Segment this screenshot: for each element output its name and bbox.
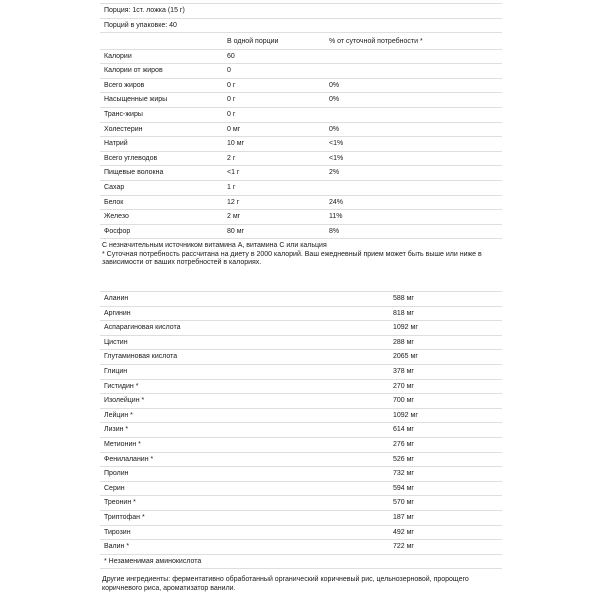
amino-row [100,307,502,322]
nutrient-amount: 0 мг [227,125,241,133]
daily-value-note: * Суточная потребность рассчитана на диету в 2000 калорий. Ваш ежедневный прием может быть выше или ниже в зависимости от ваших потребностей в калориях. [102,250,482,266]
servings-per-container-row [100,19,502,34]
amino-row [100,365,502,380]
amino-amount: 588 мг [393,295,414,302]
amino-acid-table [100,291,502,569]
nutrient-name: Фосфор [104,227,131,235]
nutrient-name: Калории от жиров [104,67,163,75]
nutrient-daily-value: 0% [329,125,340,133]
amino-name: Серин [104,484,125,492]
nutrient-daily-value: 2% [329,169,340,177]
amino-amount: 187 мг [393,513,414,521]
amino-row [100,292,502,307]
nutrition-row [100,166,502,181]
amino-name: Гистидин * [104,382,139,390]
amino-name: Фенилаланин * [104,455,154,463]
nutrient-daily-value: 0% [329,81,340,89]
other-ingredients: Другие ингредиенты: ферментативно обработанный органический коричневый рис, цельнозерновой, пророщего коричневого риса, ароматизатор ванили. [102,576,469,592]
amino-name: Цистин [104,338,128,346]
amino-name: Треонин * [104,499,136,507]
amino-name: Изолейцин * [104,397,145,405]
servings-per-container: Порций в упаковке: 40 [104,21,177,29]
amino-row [100,467,502,482]
nutrition-row [100,123,502,138]
amino-amount: 1092 мг [393,324,418,332]
amino-name: Лейцин * [104,411,133,419]
nutrition-row [100,181,502,196]
amino-amount: 818 мг [393,309,414,317]
amino-name: Глицин [104,367,128,375]
amino-amount: 2065 мг [393,353,418,361]
amino-row [100,380,502,395]
serving-size-row [100,4,502,19]
nutrient-amount: <1 г [227,169,240,177]
amino-amount: 700 мг [393,397,414,405]
nutrient-daily-value: 24% [329,198,344,206]
nutrient-name: Натрий [104,140,128,148]
amino-amount: 378 мг [393,367,414,375]
nutrition-row [100,108,502,123]
col-header-per-serving: В одной порции [227,38,279,45]
nutrient-name: Транс-жиры [104,110,143,118]
nutrition-row [100,137,502,152]
nutrient-amount: 2 мг [227,213,241,221]
vitamin-note: С незначительным источником витамина А, витамина С или кальция [102,242,327,249]
nutrient-daily-value: 0% [329,96,340,104]
nutrition-row [100,196,502,211]
amino-name: Метионин * [104,440,141,448]
nutrient-name: Железо [104,213,129,221]
nutrition-table [100,35,502,239]
amino-name: Глутаминовая кислота [104,353,178,361]
col-header-daily-value: % от суточной потребности * [329,38,423,45]
nutrient-name: Холестерин [104,125,143,133]
amino-row [100,482,502,497]
amino-amount: 276 мг [393,440,414,448]
amino-name: Аланин [104,295,129,302]
nutrient-name: Всего углеводов [104,154,158,162]
nutrient-name: Всего жиров [104,81,145,89]
amino-row [100,540,502,555]
amino-amount: 288 мг [393,338,414,346]
amino-amount: 270 мг [393,382,414,390]
nutrition-row [100,210,502,225]
amino-row [100,394,502,409]
amino-amount: 722 мг [393,543,414,551]
essential-amino-footnote: * Незаменимая аминокислота [104,557,202,565]
amino-row [100,453,502,468]
amino-amount: 526 мг [393,455,414,463]
nutrition-row [100,225,502,240]
amino-row [100,423,502,438]
amino-name: Тирозин [104,528,131,536]
nutrition-header-row [100,35,502,50]
nutrient-daily-value: <1% [329,154,344,162]
amino-name: Лизин * [104,426,129,434]
amino-amount: 1092 мг [393,411,418,419]
nutrient-amount: 60 [227,52,235,60]
nutrition-row [100,79,502,94]
amino-row [100,438,502,453]
serving-size: Порция: 1ст. ложка (15 г) [104,7,185,14]
nutrient-name: Сахар [104,183,125,191]
nutrient-amount: 10 мг [227,140,245,148]
amino-row [100,350,502,365]
nutrient-amount: 0 [227,67,231,75]
amino-name: Аргинин [104,309,131,317]
nutrient-name: Пищевые волокна [104,169,164,177]
amino-name: Пролин [104,470,129,478]
nutrition-row [100,152,502,167]
nutrient-amount: 2 г [227,154,236,162]
amino-row [100,409,502,424]
nutrient-amount: 1 г [227,183,236,191]
amino-row [100,511,502,526]
nutrient-name: Белок [104,198,124,206]
nutrient-amount: 0 г [227,96,236,104]
amino-row [100,526,502,541]
nutrient-amount: 0 г [227,110,236,118]
serving-info [100,3,502,33]
amino-name: Триптофан * [104,513,145,521]
nutrition-row [100,50,502,65]
amino-name: Аспарагиновая кислота [104,324,181,332]
amino-amount: 492 мг [393,528,414,536]
nutrient-name: Насыщенные жиры [104,96,168,104]
nutrient-daily-value: 8% [329,227,340,235]
amino-name: Валин * [104,543,130,551]
nutrient-daily-value: 11% [329,213,343,221]
nutrient-amount: 0 г [227,81,236,89]
amino-row [100,336,502,351]
nutrient-amount: 80 мг [227,227,245,235]
nutrient-name: Калории [104,52,132,60]
nutrition-row [100,64,502,79]
nutrition-row [100,93,502,108]
nutrient-amount: 12 г [227,198,240,206]
nutrient-daily-value: <1% [329,140,344,148]
amino-row [100,496,502,511]
amino-amount: 594 мг [393,484,414,492]
amino-amount: 570 мг [393,499,414,507]
essential-amino-footnote-row [100,555,502,570]
amino-row [100,321,502,336]
amino-amount: 732 мг [393,470,414,478]
amino-amount: 614 мг [393,426,414,434]
